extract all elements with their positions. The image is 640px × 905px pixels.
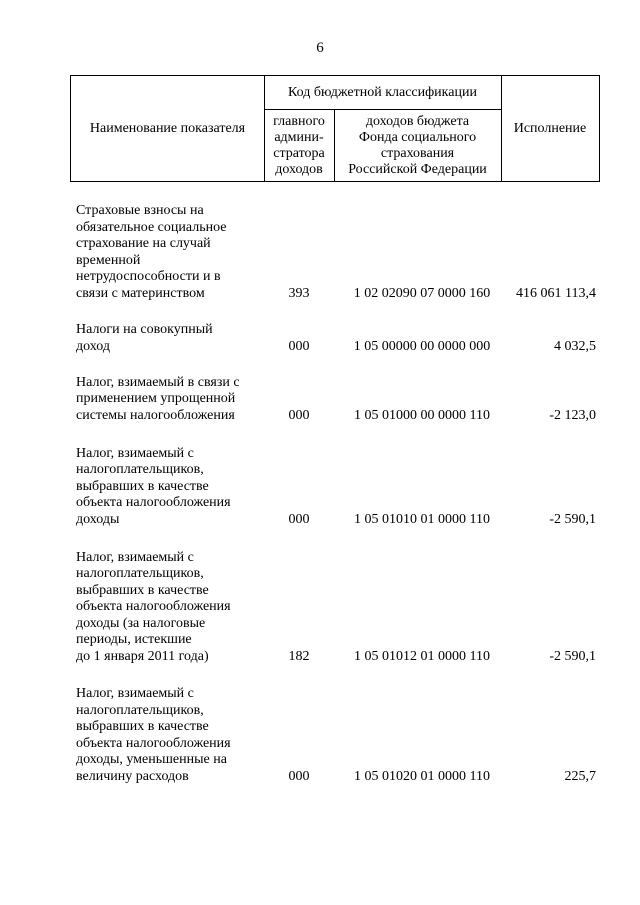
row-admin-code: 000 [288,338,310,354]
row-admin-code: 182 [288,648,310,664]
column-header-admin: главного админи- стратора доходов [273,113,325,177]
row-budget-code: 1 02 02090 07 0000 160 [353,285,491,301]
row-name: Налог, взимаемый с налогоплательщиков, выбравших в качестве объекта налогообложения доходы [76,445,231,527]
row-budget-code: 1 05 00000 00 0000 000 [353,338,491,354]
row-admin-code: 000 [288,768,310,784]
table-row [70,318,600,355]
table-row [70,198,600,302]
row-execution-value: -2 590,1 [549,511,596,527]
row-name: Страховые взносы на обязательное социальное страхование на случай временной нетрудоспособности и в связи с материнством [76,203,227,301]
row-budget-code: 1 05 01000 00 0000 110 [354,407,490,423]
row-budget-code: 1 05 01010 01 0000 110 [354,511,490,527]
row-execution-value: 4 032,5 [554,338,596,354]
column-header-income-code: доходов бюджета Фонда социального страхования Российской Федерации [348,113,487,177]
column-header-execution: Исполнение [513,120,587,136]
row-name: Налог, взимаемый с налогоплательщиков, выбравших в качестве объекта налогообложения доходы (за налоговые периоды, истекшие до 1 января 2011 года) [76,549,231,664]
row-execution-value: -2 123,0 [549,407,596,423]
row-execution-value: -2 590,1 [549,648,596,664]
row-budget-code: 1 05 01020 01 0000 110 [354,768,490,784]
table-row [70,543,600,665]
row-execution-value: 416 061 113,4 [516,285,596,301]
column-group-budget-code: Код бюджетной классификации [288,84,477,100]
row-name: Налоги на совокупный доход [76,322,213,354]
table-header [70,75,600,182]
column-header-name: Наименование показателя [89,120,246,136]
row-admin-code: 000 [288,407,310,423]
page-number: 6 [316,40,324,56]
table-row [70,440,600,528]
table-row [70,681,600,785]
table-row [70,370,600,424]
row-execution-value: 225,7 [564,768,596,784]
row-admin-code: 000 [288,511,310,527]
row-name: Налог, взимаемый с налогоплательщиков, выбравших в качестве объекта налогообложения доходы, уменьшенные на величину расходов [76,686,231,784]
row-budget-code: 1 05 01012 01 0000 110 [354,648,490,664]
row-name: Налог, взимаемый в связи с применением упрощенной системы налогообложения [76,374,240,423]
row-admin-code: 393 [288,285,310,301]
